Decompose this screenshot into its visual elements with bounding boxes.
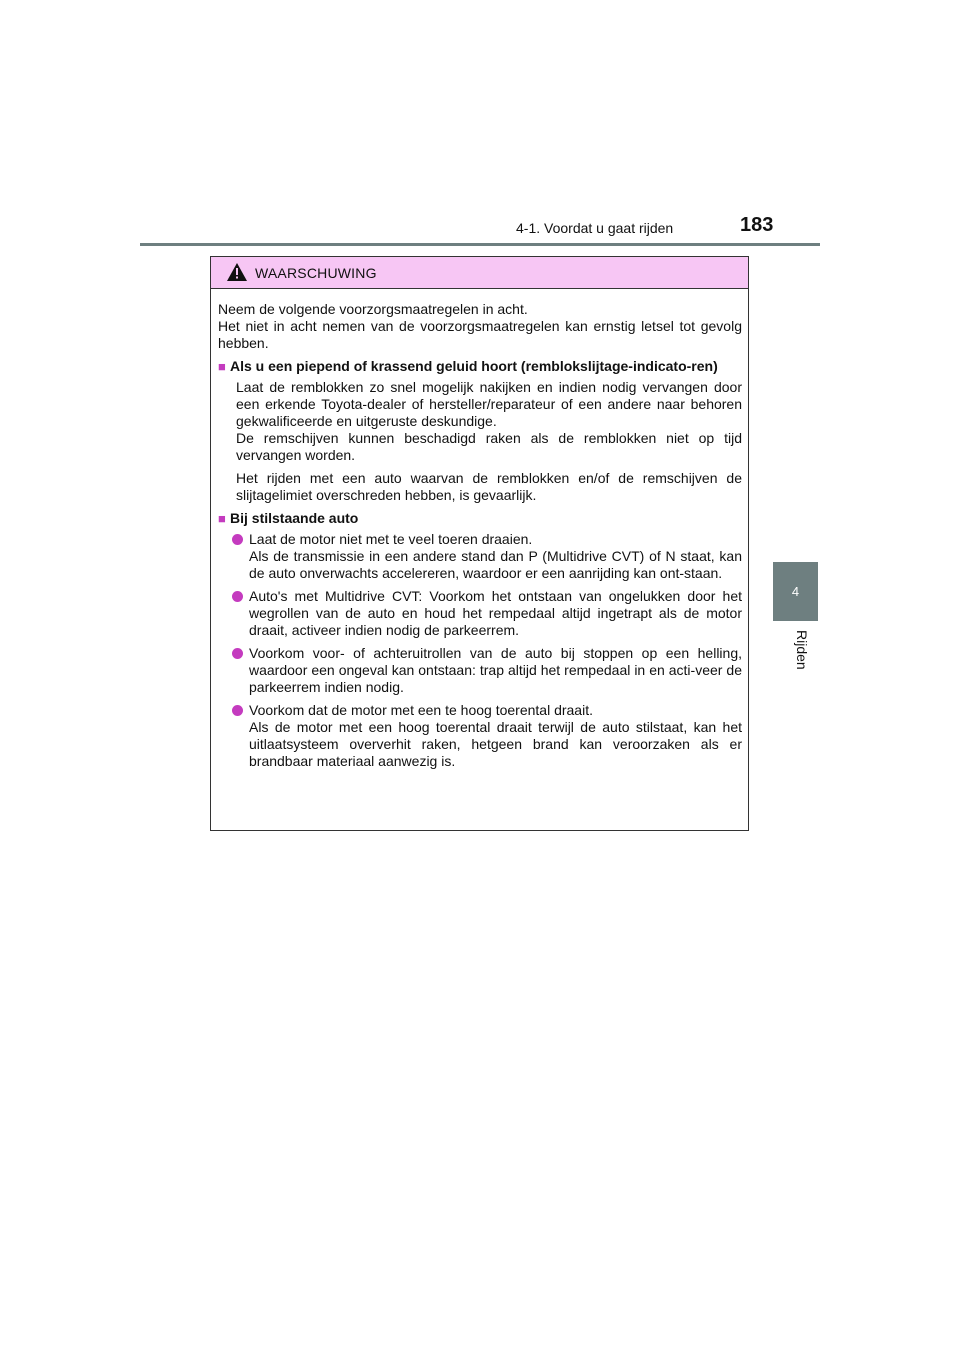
intro-line-1: Neem de volgende voorzorgsmaatregelen in acht.	[218, 301, 528, 317]
section-title: 4-1. Voordat u gaat rijden	[516, 220, 674, 236]
warning-title: WAARSCHUWING	[255, 265, 377, 281]
circle-bullet-icon	[232, 648, 243, 659]
list-item	[232, 531, 742, 582]
bullet-line: Auto's met Multidrive CVT: Voorkom het ontstaan van ongelukken door het wegrollen van de auto en houd het rempedaal altijd ingetrapt als de motor draait, activeer indien nodig de parkeerrem.	[249, 588, 742, 638]
bullet-line: Als de transmissie in een andere stand dan P (Multidrive CVT) of N staat, kan de auto onverwachts accelereren, waardoor er een aanrijding kan ont-staan.	[249, 548, 742, 581]
circle-bullet-icon	[232, 534, 243, 545]
warning-box	[210, 256, 749, 831]
square-bullet-icon: ■	[218, 359, 226, 374]
warning-body	[211, 289, 748, 770]
circle-bullet-icon	[232, 591, 243, 602]
paragraph-line: De remschijven kunnen beschadigd raken als de remblokken niet op tijd vervangen worden.	[236, 430, 742, 463]
bullet-line: Als de motor met een hoog toerental draait terwijl de auto stilstaat, kan het uitlaatsysteem oververhit raken, hetgeen brand kan veroorzaken als er brandbaar materiaal aanwezig is.	[249, 719, 742, 769]
intro-line-2: Het niet in acht nemen van de voorzorgsmaatregelen kan ernstig letsel tot gevolg hebben.	[218, 318, 742, 351]
bullet-line: Voorkom voor- of achteruitrollen van de auto bij stoppen op een helling, waardoor een ongeval kan ontstaan: trap altijd het rempedaal in en acti-veer de parkeerrem indien nodig.	[249, 645, 742, 695]
section-heading-stationary	[218, 510, 742, 527]
chapter-label: Rijden	[794, 630, 810, 670]
list-item	[232, 645, 742, 696]
list-item	[232, 588, 742, 639]
header-rule	[140, 243, 820, 246]
chapter-tab: 4	[773, 562, 818, 621]
brake-wear-paragraph	[218, 379, 742, 464]
page-number: 183	[740, 214, 774, 236]
square-bullet-icon: ■	[218, 511, 226, 526]
heading-text: Als u een piepend of krassend geluid hoort (remblokslijtage-indicato-ren)	[230, 358, 718, 374]
warning-triangle-icon	[227, 263, 247, 281]
list-item	[232, 702, 742, 770]
bullet-line: Laat de motor niet met te veel toeren draaien.	[249, 531, 533, 547]
brake-limit-paragraph: Het rijden met een auto waarvan de remblokken en/of de remschijven de slijtagelimiet overschreden hebben, is gevaarlijk.	[236, 470, 742, 503]
bullet-line: Voorkom dat de motor met een te hoog toerental draait.	[249, 702, 593, 718]
heading-text: Bij stilstaande auto	[230, 510, 359, 526]
paragraph-line: Laat de remblokken zo snel mogelijk nakijken en indien nodig vervangen door een erkende Toyota-dealer of hersteller/reparateur of een andere naar behoren gekwalificeerde en uitgeruste deskundige.	[236, 379, 742, 429]
warning-header	[211, 257, 748, 289]
section-heading-brake-wear	[218, 358, 742, 375]
circle-bullet-icon	[232, 705, 243, 716]
